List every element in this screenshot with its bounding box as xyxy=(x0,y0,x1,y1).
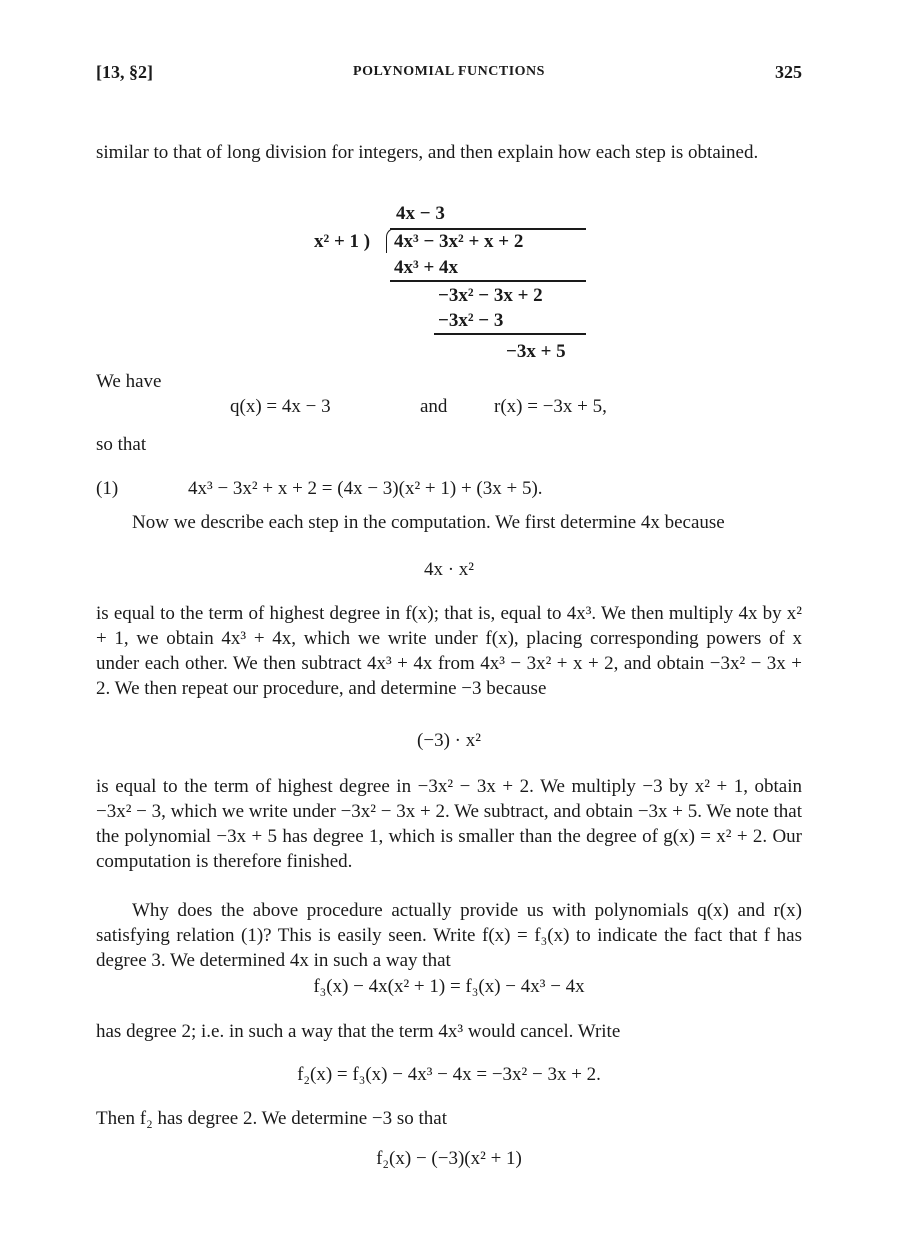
ld-quotient-bar xyxy=(390,228,586,230)
ld-quotient: 4x − 3 xyxy=(396,203,445,224)
ld-dividend: 4x³ − 3x² + x + 2 xyxy=(394,231,524,252)
and-word: and xyxy=(420,396,448,417)
so-that-text: so that xyxy=(96,434,147,455)
quotient-equation: q(x) = 4x − 3 xyxy=(230,396,331,417)
ld-final-remainder: −3x + 5 xyxy=(506,341,566,362)
running-header xyxy=(96,62,802,90)
paragraph-3: is equal to the term of highest degree in −3x² − 3x + 2. We multiply −3 by x² + 1, obtain −3x² − 3, which we write under −3x² − 3x + 2. We subtract, and obtain −3x + 5. We note that the polynomial −3x + 5 has degree 1, which is smaller than the degree of g(x) = x² + 2. Our computation is therefore finished. xyxy=(96,776,802,872)
chapter-title: POLYNOMIAL FUNCTIONS xyxy=(353,64,545,79)
intro-paragraph: similar to that of long division for integers, and then explain how each step is obtained. xyxy=(96,142,759,163)
display-1: 4x · x² xyxy=(423,559,475,580)
section-reference: [13, §2] xyxy=(96,62,153,82)
page-number: 325 xyxy=(775,62,802,82)
display-5: f₂(x) − (−3)(x² + 1) xyxy=(376,1148,522,1169)
paragraph-2: is equal to the term of highest degree in f(x); that is, equal to 4x³. We then multiply 4x by x² + 1, we obtain 4x³ + 4x, which we write under f(x), placing corresponding powers of x under each other. We then subtract 4x³ + 4x from 4x³ − 3x² + x + 2, and obtain −3x² − 3x + 2. We then repeat our procedure, and determine −3 because xyxy=(96,603,802,699)
paragraph-5: has degree 2; i.e. in such a way that the term 4x³ would cancel. Write xyxy=(96,1021,621,1042)
paragraph-4: Why does the above procedure actually provide us with polynomials q(x) and r(x) satisfying relation (1)? This is easily seen. Write f(x) = f₃(x) to indicate the fact that f has degree 3. We determined 4x in such a way that xyxy=(96,900,802,971)
ld-rule-1 xyxy=(390,280,586,282)
display-3: f₃(x) − 4x(x² + 1) = f₃(x) − 4x³ − 4x xyxy=(313,976,585,997)
equation-1-label: (1) xyxy=(96,478,119,499)
equation-1: 4x³ − 3x² + x + 2 = (4x − 3)(x² + 1) + (3x + 5). xyxy=(188,478,543,499)
display-4: f₂(x) = f₃(x) − 4x³ − 4x = −3x² − 3x + 2. xyxy=(297,1064,601,1085)
we-have-text: We have xyxy=(96,371,162,392)
ld-divisor: x² + 1 ) xyxy=(314,231,371,252)
paragraph-6: Then f₂ has degree 2. We determine −3 so that xyxy=(96,1108,448,1129)
ld-step2-product: −3x² − 3 xyxy=(438,310,504,331)
ld-step1-product: 4x³ + 4x xyxy=(394,257,459,278)
ld-step1-remainder: −3x² − 3x + 2 xyxy=(438,285,543,306)
remainder-equation: r(x) = −3x + 5, xyxy=(494,396,607,417)
display-2: (−3) · x² xyxy=(417,730,481,751)
ld-rule-2 xyxy=(434,333,586,335)
book-page xyxy=(96,62,802,1169)
paragraph-1: Now we describe each step in the computation. We first determine 4x because xyxy=(132,512,725,533)
